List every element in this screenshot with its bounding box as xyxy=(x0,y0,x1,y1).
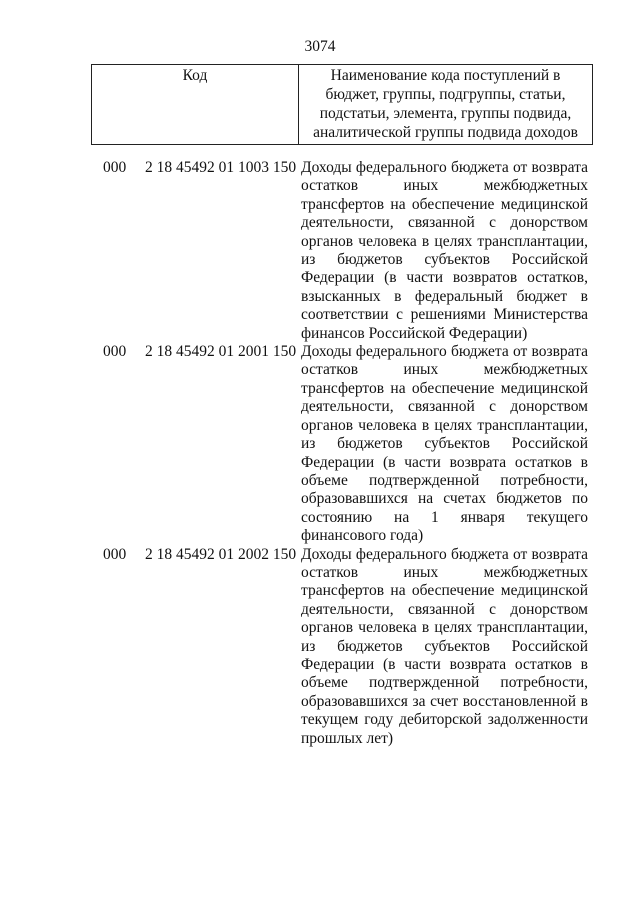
table-row xyxy=(0,546,640,748)
income-codes-list xyxy=(0,159,640,748)
income-description: Доходы федерального бюджета от возврата остатков иных межбюджетных трансфертов на обеспечение медицинской деятельности, связанной с донорством органов человека в целях трансплантации, из бюджетов субъектов Российской Федерации (в части возврата остатков в объеме подтвержденной потребности, образовавшихся на счетах бюджетов по состоянию на 1 января текущего финансового года) xyxy=(301,343,588,545)
page-number: 3074 xyxy=(304,38,336,55)
column-header-table xyxy=(91,64,593,145)
income-code: 2 18 45492 01 2002 150 xyxy=(145,545,297,563)
table-row xyxy=(0,159,640,343)
header-row xyxy=(92,65,593,145)
income-code: 2 18 45492 01 1003 150 xyxy=(145,159,297,176)
income-description: Доходы федерального бюджета от возврата остатков иных межбюджетных трансфертов на обеспечение медицинской деятельности, связанной с донорством органов человека в целях трансплантации, из бюджетов субъектов Российской Федерации (в части возврата остатков в объеме подтвержденной потребности, образовавшихся за счет восстановленной в текущем году дебиторской задолженности прошлых лет) xyxy=(301,545,588,747)
name-column-header: Наименование кода поступлений в бюджет, группы, подгруппы, статьи, подстатьи, элемента, группы подвида, аналитической группы подвида доходов xyxy=(299,65,593,145)
code-column-header: Код xyxy=(92,65,299,145)
admin-code: 000 xyxy=(103,545,127,563)
table-row xyxy=(0,343,640,545)
income-description: Доходы федерального бюджета от возврата остатков иных межбюджетных трансфертов на обеспечение медицинской деятельности, связанной с донорством органов человека в целях трансплантации, из бюджетов субъектов Российской Федерации (в части возвратов остатков, взысканных в федеральный бюджет в соответствии с решениями Министерства финансов Российской Федерации) xyxy=(301,159,588,342)
admin-code: 000 xyxy=(103,159,127,176)
admin-code: 000 xyxy=(103,343,127,361)
income-code: 2 18 45492 01 2001 150 xyxy=(145,343,297,361)
